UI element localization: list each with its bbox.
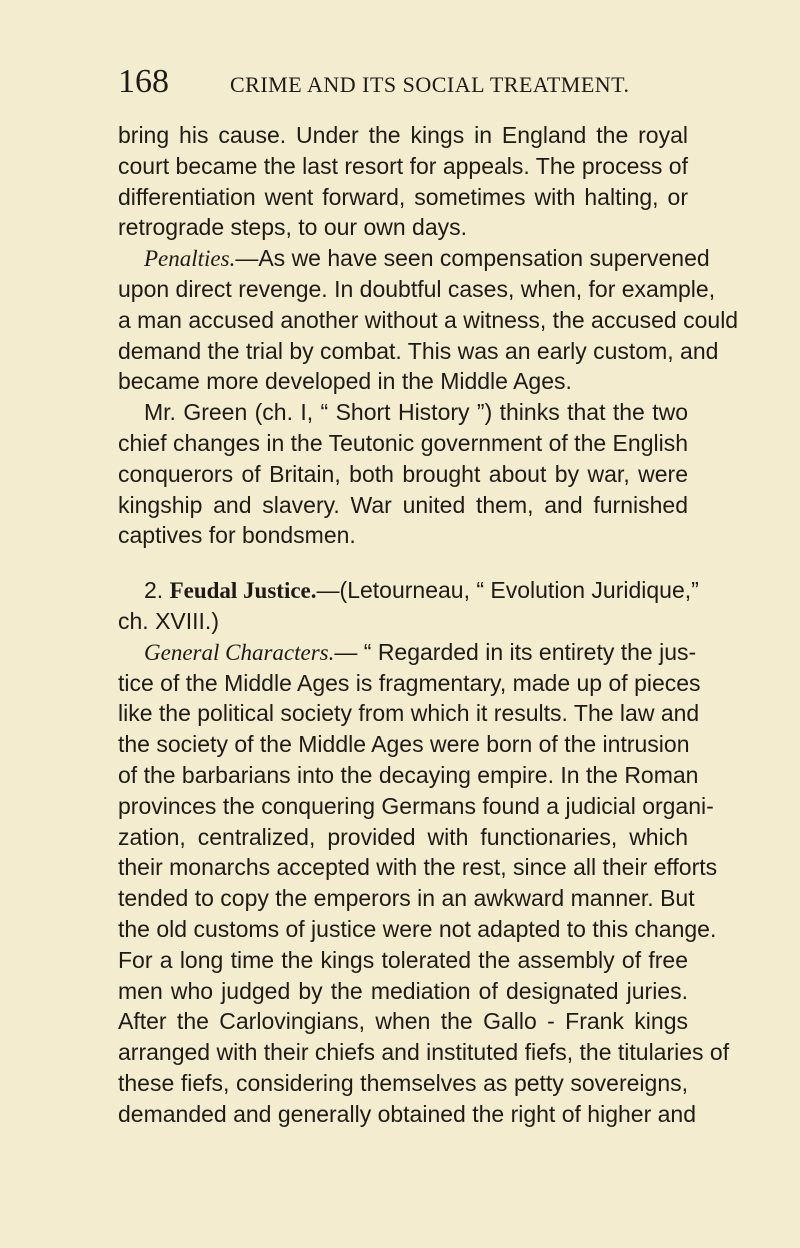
- text-line: of the barbarians into the decaying empire. In the Roman: [118, 761, 699, 788]
- text-line: zation, centralized, provided with functionaries, which: [118, 823, 688, 850]
- text-line: conquerors of Britain, both brought about by war, were: [118, 460, 688, 487]
- section-heading-general-characters: General Characters.: [144, 639, 335, 665]
- text-line: these fiefs, considering themselves as petty sovereigns,: [118, 1069, 688, 1096]
- text-line: [118, 243, 710, 274]
- text-line: After the Carlovingians, when the Gallo - Frank kings: [118, 1008, 688, 1035]
- text-line: like the political society from which it results. The law and: [118, 700, 700, 727]
- text-line: captives for bondsmen.: [118, 522, 356, 549]
- text-line: men who judged by the mediation of designated juries.: [118, 977, 688, 1004]
- text-line: [118, 637, 697, 668]
- text-line: retrograde steps, to our own days.: [118, 214, 468, 241]
- text-line: tice of the Middle Ages is fragmentary, made up of pieces: [118, 669, 701, 696]
- text-fragment: — “ Regarded in its entirety the jus-: [334, 638, 697, 665]
- text-line: bring his cause. Under the kings in England the royal: [118, 122, 688, 148]
- text-line: the society of the Middle Ages were born of the intrusion: [118, 731, 690, 758]
- text-line: upon direct revenge. In doubtful cases, when, for example,: [118, 275, 716, 302]
- text-line: [118, 575, 699, 606]
- text-line: differentiation went forward, sometimes with halting, or: [118, 183, 688, 210]
- text-line: ch. XVIII.): [118, 607, 219, 634]
- text-line: the old customs of justice were not adapted to this change.: [118, 915, 717, 942]
- text-line: a man accused another without a witness, the accused could: [118, 306, 739, 333]
- section-number: 2.: [144, 577, 164, 604]
- text-line: tended to copy the emperors in an awkward manner. But: [118, 885, 695, 912]
- section-heading-feudal-justice: Feudal Justice.: [169, 578, 317, 604]
- text-line: became more developed in the Middle Ages.: [118, 368, 572, 395]
- text-fragment: —As we have seen compensation supervened: [235, 245, 710, 272]
- page-header: [118, 62, 630, 102]
- text-line: their monarchs accepted with the rest, since all their efforts: [118, 854, 718, 881]
- text-line: kingship and slavery. War united them, and furnished: [118, 491, 688, 518]
- text-line: For a long time the kings tolerated the assembly of free: [118, 946, 688, 973]
- page-number: 168: [118, 63, 169, 100]
- running-head: CRIME AND ITS SOCIAL TREATMENT.: [230, 72, 630, 97]
- text-fragment: —(Letourneau, “ Evolution Juridique,”: [316, 577, 699, 604]
- text-line: provinces the conquering Germans found a judicial organi-: [118, 792, 714, 819]
- text-line: court became the last resort for appeals. The process of: [118, 152, 688, 179]
- text-line: arranged with their chiefs and instituted fiefs, the titularies of: [118, 1039, 730, 1066]
- section-gap: [118, 551, 688, 575]
- section-heading-penalties: Penalties.: [144, 246, 236, 272]
- text-line: demand the trial by combat. This was an early custom, and: [118, 337, 719, 364]
- text-line: demanded and generally obtained the right of higher and: [118, 1100, 696, 1127]
- text-line: Mr. Green (ch. I, “ Short History ”) thinks that the two: [144, 399, 688, 426]
- body-text: [118, 120, 739, 1130]
- text-line: chief changes in the Teutonic government of the English: [118, 429, 688, 456]
